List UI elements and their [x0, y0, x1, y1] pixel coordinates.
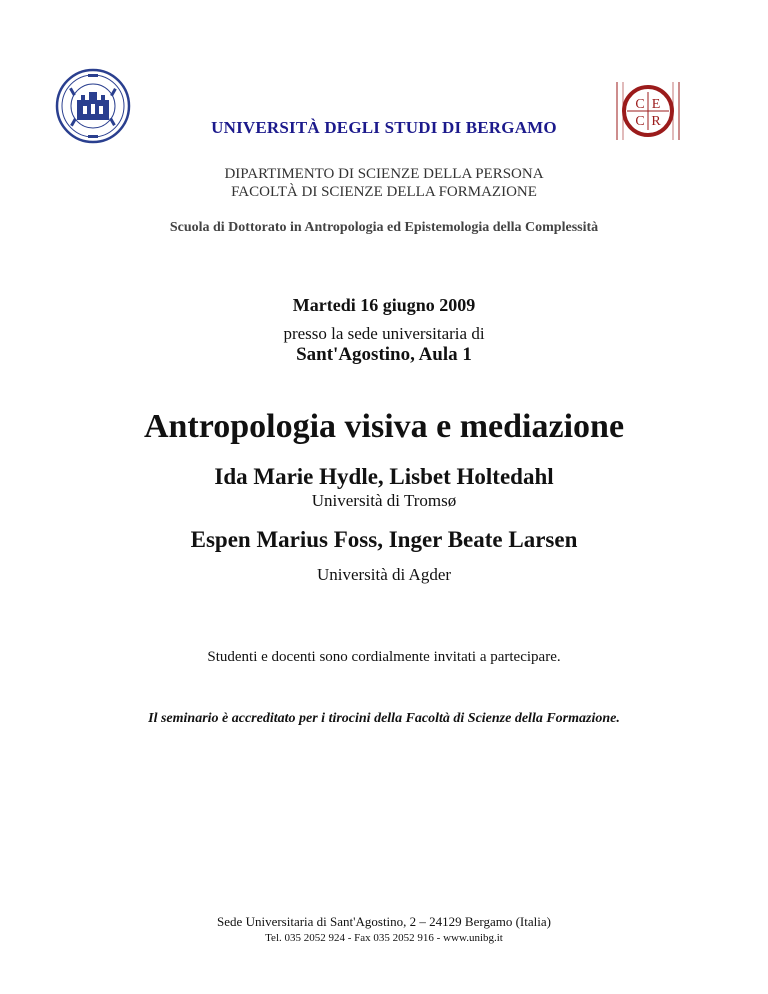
speaker-names: Ida Marie Hydle, Lisbet Holtedahl: [214, 464, 554, 489]
accreditation-note: Il seminario è accreditato per i tirocini della Facoltà di Scienze della Formazione.: [148, 711, 620, 726]
footer-contacts: Tel. 035 2052 924 - Fax 035 2052 916 - www.unibg.it: [265, 932, 503, 944]
seminar-title: Antropologia visiva e mediazione: [143, 408, 625, 445]
university-name: UNIVERSITÀ DEGLI STUDI DI BERGAMO: [211, 118, 557, 137]
cecr-letter: C: [635, 114, 645, 129]
venue-prefix: presso la sede universitaria di: [283, 324, 485, 343]
speaker-affiliation: Università di Tromsø: [311, 491, 457, 510]
event-date: Martedi 16 giugno 2009: [292, 295, 476, 315]
footer-address: Sede Universitaria di Sant'Agostino, 2 – 24129 Bergamo (Italia): [217, 914, 551, 929]
invitation-text: Studenti e docenti sono cordialmente invitati a partecipare.: [207, 649, 561, 665]
cecr-letter: R: [651, 114, 661, 129]
speaker-names: Espen Marius Foss, Inger Beate Larsen: [190, 527, 578, 552]
department-name: DIPARTIMENTO DI SCIENZE DELLA PERSONA: [224, 166, 544, 182]
doctoral-school-name: Scuola di Dottorato in Antropologia ed Epistemologia della Complessità: [169, 220, 599, 235]
speaker-affiliation: Università di Agder: [316, 565, 452, 584]
cecr-letter: C: [635, 97, 645, 112]
faculty-name: FACOLTÀ DI SCIENZE DELLA FORMAZIONE: [231, 184, 537, 200]
venue-name: Sant'Agostino, Aula 1: [296, 344, 472, 365]
cecr-letter: E: [651, 97, 661, 112]
